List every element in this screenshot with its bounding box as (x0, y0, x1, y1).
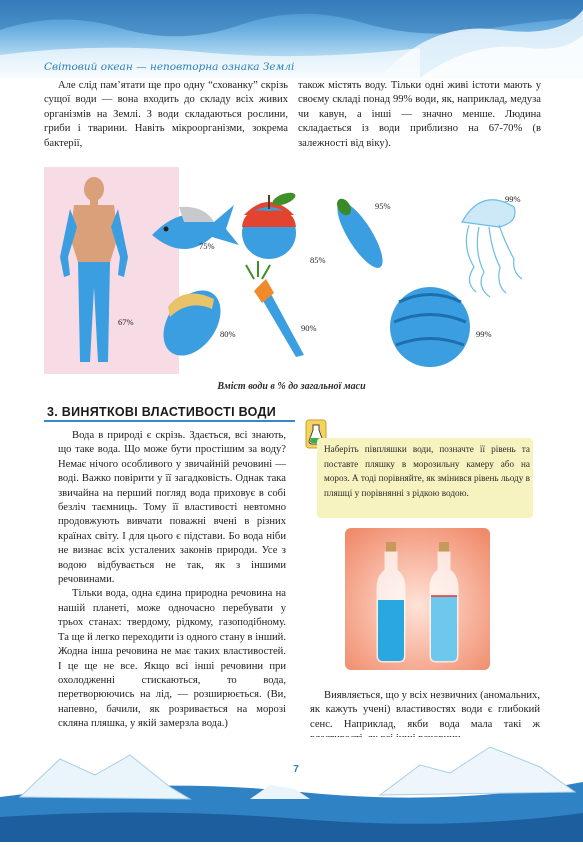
potato-percent: 80% (220, 329, 236, 339)
section-paragraph-2: Тільки вода, одна єдина природна речовина на нашій планеті, може одночасно перебувати у трьох станах: твердому, рідкому, газоподібному. Та ще й легко переходити із одного стану в інший. Жодна інша речовина не має таких властивостей. І це ще не все. Якщо всі інші речовини при охолодженні стискаються, то вода, перетворюючись на лід, — розширюється. (Ви, напевно, бачили, як розривається на морозі скляна пляшка, у якій замерзла вода.) (58, 588, 286, 730)
illustration-caption: Вміст води в % до загальної маси (217, 381, 366, 392)
section-heading: 3. ВИНЯТКОВІ ВЛАСТИВОСТІ ВОДИ (47, 405, 277, 419)
jellyfish-percent: 99% (505, 194, 521, 204)
running-header: Світовий океан — неповторна ознака Землі (44, 61, 295, 73)
water-content-illustration (44, 167, 541, 374)
icebergs-image (0, 737, 583, 842)
section-right-paragraph: Виявляється, що у всіх незвичних (аномальних, як кажуть учені) властивостях води є глибокий сенс. Наприклад, якби вода мала такі ж (310, 690, 540, 730)
intro-right-column (298, 79, 541, 151)
watermelon-figure (390, 287, 470, 367)
cucumber-percent: 95% (375, 201, 391, 211)
header-banner (0, 0, 583, 78)
bottles-image (345, 528, 490, 670)
human-percent: 67% (118, 317, 134, 327)
task-instructions: Наберіть півпляшки води, позначте її рівень та поставте пляшку в морозильну камеру або на мороз. А тоді порівняйте, як змінився рівень льоду в пляшці у порівнянні з рідкою водою. (324, 444, 530, 498)
carrot-percent: 90% (301, 323, 317, 333)
section-left-column (58, 429, 286, 732)
fish-percent: 75% (199, 241, 215, 251)
apple-percent: 85% (310, 255, 326, 265)
watermelon-percent: 99% (476, 329, 492, 339)
illustration-drawing (44, 167, 541, 374)
intro-left-text: Але слід пам’ятати ще про одну “схованку” скрізь сущої води — вона входить до складу всіх живих організмів на Землі. З води складаються рослини, гриби і тварини. Навіть мікроорганізми, зокрема бактерії, (44, 80, 288, 149)
section-paragraph-1: Вода в природі є скрізь. Здається, всі знають, що таке вода. Що може бути простішим за воду? Немає нічого особливого у звичайній речовині — воді. Важко повірити у її загадковість. Однак така звичайна на перший погляд вода приховує в собі безліч таємниць. Тому її властивості невтомно продовжують вивчати поважні вчені в різних країнах світу. І для цього є підстави. Бо вода ніби не визнає всіх усталених законів природи. Усе з водою відбувається не так, як з іншими речовинами. (58, 430, 286, 586)
footer-banner (0, 737, 583, 842)
intro-left-column (44, 79, 288, 151)
page-number: 7 (293, 764, 299, 775)
intro-right-text: також містять воду. Тільки одні живі істоти мають у своєму складі понад 99% води, як, наприклад, медуза чи кавун, а інші — значно менше. Людина складається із води приблизно на 67-70% (в залежності від віку). (298, 80, 541, 149)
section-divider (44, 420, 295, 422)
